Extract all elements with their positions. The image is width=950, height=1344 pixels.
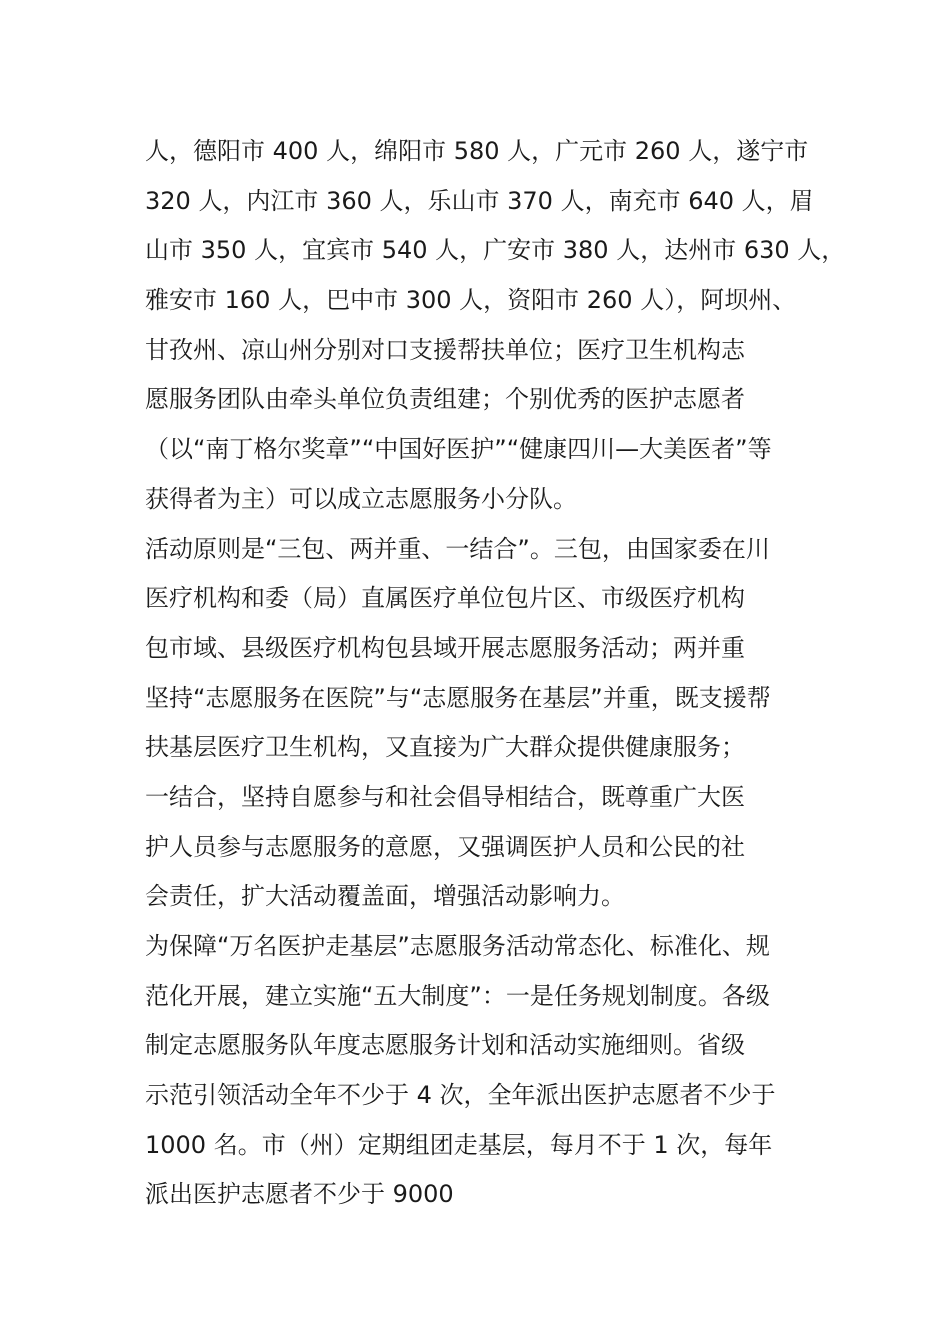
text-line: 示范引领活动全年不少于 4 次，全年派出医护志愿者不少于 xyxy=(145,1081,776,1110)
text-line: 甘孜州、凉山州分别对口支援帮扶单位；医疗卫生机构志 xyxy=(145,335,745,364)
text-line: 人，德阳市 400 人，绵阳市 580 人，广元市 260 人，遂宁市 xyxy=(145,137,809,165)
text-line: 山市 350 人，宜宾市 540 人，广安市 380 人，达州市 630 人， xyxy=(145,236,846,265)
text-line: 1000 名。市（州）定期组团走基层，每月不于 1 次，每年 xyxy=(145,1130,773,1159)
text-line: 派出医护志愿者不少于 9000 xyxy=(145,1180,454,1209)
text-line: 为保障“万名医护走基层”志愿服务活动常态化、标准化、规 xyxy=(145,932,770,960)
document-body xyxy=(145,127,845,1220)
text-line: 活动原则是“三包、两并重、一结合”。三包，由国家委在川 xyxy=(145,534,770,563)
text-line: 扶基层医疗卫生机构，又直接为广大群众提供健康服务； xyxy=(145,733,745,762)
text-line: 会责任，扩大活动覆盖面，增强活动影响力。 xyxy=(145,882,625,911)
text-line: 范化开展，建立实施“五大制度”：一是任务规划制度。各级 xyxy=(145,981,770,1010)
text-line: 医疗机构和委（局）直属医疗单位包片区、市级医疗机构 xyxy=(145,584,745,613)
text-line: 愿服务团队由牵头单位负责组建；个别优秀的医护志愿者 xyxy=(145,385,745,414)
text-line: 坚持“志愿服务在医院”与“志愿服务在基层”并重，既支援帮 xyxy=(145,683,771,712)
text-line: 制定志愿服务队年度志愿服务计划和活动实施细则。省级 xyxy=(145,1031,745,1060)
text-line: 包市域、县级医疗机构包县域开展志愿服务活动；两并重 xyxy=(145,633,745,662)
text-line: 320 人，内江市 360 人，乐山市 370 人，南充市 640 人，眉 xyxy=(145,186,814,215)
text-line: 护人员参与志愿服务的意愿，又强调医护人员和公民的社 xyxy=(145,832,745,861)
text-line: 获得者为主）可以成立志愿服务小分队。 xyxy=(145,484,577,513)
text-line: （以“南丁格尔奖章”“中国好医护”“健康四川—大美医者”等 xyxy=(145,435,772,464)
text-line: 一结合，坚持自愿参与和社会倡导相结合，既尊重广大医 xyxy=(145,782,745,811)
text-line: 雅安市 160 人，巴中市 300 人，资阳市 260 人），阿坝州、 xyxy=(145,286,797,315)
